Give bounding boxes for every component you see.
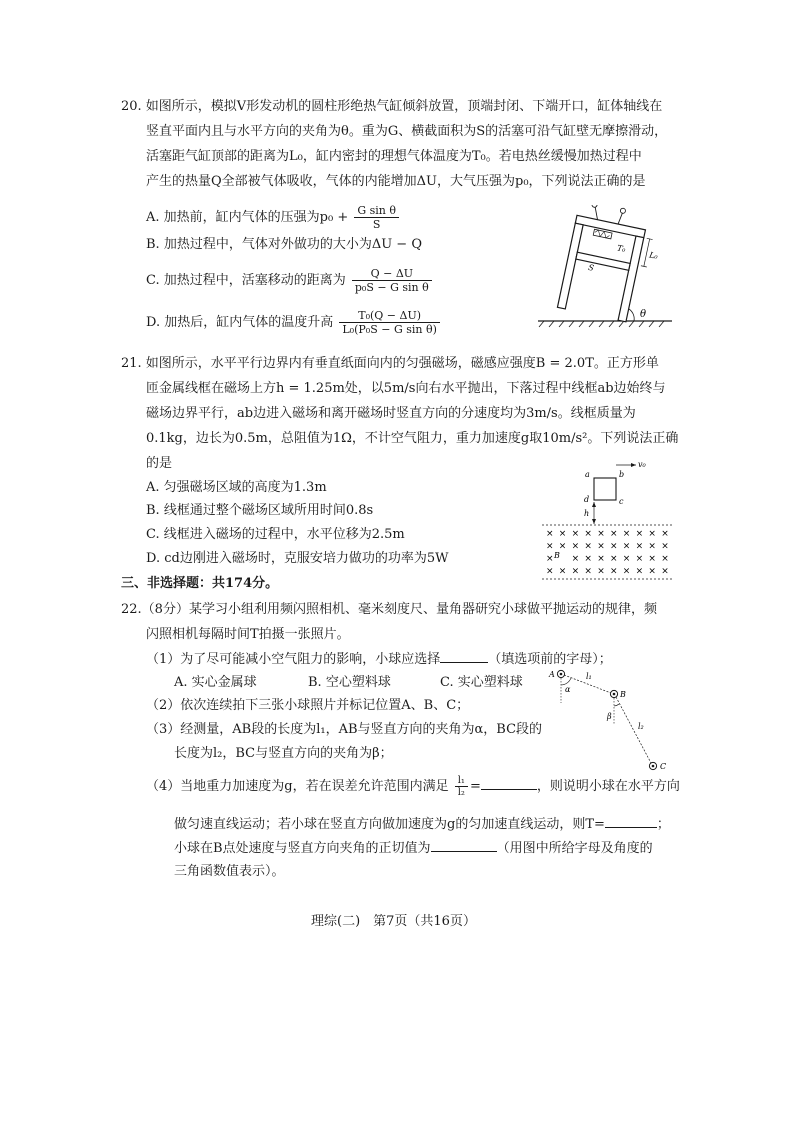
- field-cross-mark: ×: [571, 554, 580, 564]
- field-cross-mark: ×: [661, 566, 669, 577]
- field-cross-mark: ×: [635, 566, 644, 577]
- label-B: B: [620, 690, 626, 699]
- field-cross-mark: ×: [610, 554, 618, 564]
- q22-part-4-line-3: 小球在B点处速度与竖直方向夹角的正切值为 （用图中所给字母及角度的: [174, 841, 653, 856]
- q20-stem-line-1: 20. 如图所示，模拟V形发动机的圆柱形绝热气缸倾斜放置，顶端封闭、下端开口，缸体轴线在: [121, 99, 663, 114]
- q22-stem-line-1: 22.（8分）某学习小组利用频闪照相机、毫米刻度尺、量角器研究小球做平抛运动的规律，频: [121, 602, 657, 617]
- field-cross-mark: ×: [546, 566, 554, 577]
- q21-stem-line-5: 的是: [146, 456, 173, 471]
- field-cross-mark: ×: [622, 554, 631, 564]
- field-cross-mark: ×: [648, 566, 656, 577]
- label-l1: l₁: [586, 672, 592, 681]
- q22-part-2: （2）依次连续拍下三张小球照片并标记位置A、B、C；: [146, 698, 470, 713]
- field-cross-mark: ×: [648, 554, 656, 564]
- field-cross-mark: ×: [597, 566, 605, 577]
- field-cross-mark: ×: [558, 529, 567, 539]
- answer-blank-4[interactable]: [431, 839, 497, 852]
- field-cross-mark: ×: [635, 541, 644, 552]
- q20-stem-line-2: 竖直平面内且与水平方向的夹角为θ。重为G、横截面积为S的活塞可沿气缸壁无摩擦滑动，: [146, 124, 668, 139]
- field-cross-mark: ×: [558, 541, 567, 552]
- q21-option-c: C. 线框进入磁场的过程中，水平位移为2.5m: [146, 527, 405, 542]
- field-cross-mark: ×: [648, 529, 656, 539]
- field-cross-mark: ×: [635, 529, 644, 539]
- q20-option-c-fraction: $\frac{Q - \Delta U}{\text{p₀S − G sin θ}}$: [352, 267, 432, 294]
- label-L0: L₀: [648, 250, 659, 261]
- field-cross-mark: ×: [597, 529, 605, 539]
- segment-BC: [616, 697, 651, 763]
- q21-option-a: A. 匀强磁场区域的高度为1.3m: [146, 480, 327, 495]
- alpha-arc: [561, 678, 571, 685]
- corner-c: c: [619, 497, 624, 506]
- cylinder-left-wall: [557, 223, 583, 309]
- field-cross-mark: ×: [648, 541, 656, 552]
- label-B: B: [554, 551, 560, 560]
- field-cross-mark: ×: [610, 566, 618, 577]
- field-cross-mark: ×: [661, 529, 669, 539]
- q21-option-d: D. cd边刚进入磁场时，克服安培力做功的功率为5W: [146, 551, 449, 566]
- q20-option-a: A. 加热前，缸内气体的压强为p₀ + $\frac{\text{G sin θ}}{S}$: [146, 204, 401, 231]
- theta-arc: [629, 309, 634, 321]
- q21-stem-line-4: 0.1kg，边长为0.5m，总阻值为1Ω，不计空气阻力，重力加速度g取10m/s²。下列说法正确: [146, 431, 679, 446]
- label-beta: β: [607, 712, 612, 721]
- field-cross-mark: ×: [661, 554, 669, 564]
- q22-part-3-line-1: （3）经测量，AB段的长度为l₁，AB与竖直方向的夹角为α，BC段的: [146, 722, 543, 737]
- field-cross-mark: ×: [622, 541, 631, 552]
- field-cross-mark: ×: [610, 541, 618, 552]
- field-cross-mark: ×: [597, 554, 605, 564]
- label-l2: l₂: [638, 722, 644, 731]
- q20-stem-line-3: 活塞距气缸顶部的距离为L₀，缸内密封的理想气体温度为T₀。若电热丝缓慢加热过程中: [146, 149, 642, 164]
- corner-a: a: [585, 470, 590, 479]
- field-cross-mark: ×: [635, 554, 644, 564]
- field-cross-mark: ×: [661, 541, 669, 552]
- field-cross-mark: ×: [546, 541, 554, 552]
- field-cross-mark: ×: [571, 541, 580, 552]
- corner-d: d: [584, 495, 590, 504]
- square-wire-frame: [594, 478, 616, 500]
- q21-stem-line-1: 21. 如图所示，水平平行边界内有垂直纸面向内的匀强磁场，磁感应强度B = 2.0T。正方形单: [121, 356, 659, 371]
- field-cross-mark: ×: [610, 529, 618, 539]
- q22-trajectory-figure: [548, 665, 678, 777]
- field-cross-mark: ×: [571, 529, 580, 539]
- wire-terminal-left: [592, 205, 598, 208]
- field-cross-mark: ×: [584, 529, 592, 539]
- q22-part-3-line-2: 长度为l₂，BC与竖直方向的夹角为β；: [174, 746, 393, 761]
- q20-stem-line-4: 产生的热量Q全部被气体吸收，气体的内能增加ΔU，大气压强为p₀，下列说法正确的是: [146, 174, 646, 189]
- answer-blank-2[interactable]: [481, 777, 537, 790]
- label-A: A: [549, 670, 555, 679]
- field-cross-mark: ×: [558, 566, 567, 577]
- q21-stem-line-3: 磁场边界平行，ab边进入磁场和离开磁场时竖直方向的分速度均为3m/s。线框质量为: [146, 406, 636, 421]
- q20-option-a-fraction: $\frac{\text{G sin θ}}{S}$: [354, 204, 399, 231]
- q22-part-4: （4）当地重力加速度为g，若在误差允许范围内满足 $\frac{\text{l₁}}{\text{l₂}}$ = ，则说明小球在水平方向: [146, 775, 680, 798]
- answer-blank-1[interactable]: [440, 650, 488, 663]
- field-cross-mark: ×: [546, 554, 554, 564]
- section-3-heading: 三、非选择题：共174分。: [121, 576, 279, 591]
- field-cross-mark: ×: [584, 541, 592, 552]
- answer-blank-3[interactable]: [605, 815, 657, 828]
- q22-part-1: （1）为了尽可能减小空气阻力的影响，小球应选择 （填选项前的字母）；: [146, 652, 612, 667]
- field-cross-mark: ×: [584, 554, 592, 564]
- L0-dimension-line: [644, 239, 650, 266]
- piston: [576, 252, 630, 270]
- label-alpha: α: [565, 685, 571, 694]
- ground-hatch: [539, 321, 664, 327]
- q22-choice-c: C. 实心塑料球: [440, 675, 523, 690]
- q21-magnetic-field-figure: [540, 458, 680, 580]
- q22-stem-line-2: 闪照相机每隔时间T拍摄一张照片。: [146, 627, 350, 642]
- q20-option-b: B. 加热过程中，气体对外做功的大小为ΔU − Q: [146, 237, 422, 252]
- q22-part-4-line-4: 三角函数值表示）。: [174, 864, 285, 879]
- field-cross-grid: [546, 529, 669, 577]
- label-T0: T₀: [616, 243, 627, 255]
- page-footer: 理综(二) 第7页（共16页）: [311, 914, 476, 929]
- wire-terminal-right: [620, 208, 626, 214]
- field-cross-mark: ×: [546, 529, 554, 539]
- q20-option-c: C. 加热过程中，活塞移动的距离为 $\frac{Q - \Delta U}{\text{p₀S − G sin θ}}$: [146, 267, 434, 294]
- field-cross-mark: ×: [571, 566, 580, 577]
- field-cross-mark: ×: [622, 529, 631, 539]
- q21-stem-line-2: 匝金属线框在磁场上方h = 1.25m处，以5m/s向右水平抛出，下落过程中线框ab边始终与: [146, 381, 666, 396]
- label-v0: v₀: [638, 460, 646, 469]
- label-C: C: [660, 762, 667, 771]
- q22-choice-a: A. 实心金属球: [174, 675, 257, 690]
- label-h: h: [584, 509, 590, 518]
- q22-choice-b: B. 空心塑料球: [308, 675, 391, 690]
- q20-option-d: D. 加热后，缸内气体的温度升高 $\frac{\text{T₀(Q − ΔU)}}{\text{L₀(P₀S − G sin θ)}}$: [146, 309, 442, 336]
- q20-cylinder-figure: [530, 205, 680, 330]
- label-S: S: [587, 262, 595, 273]
- corner-b: b: [619, 470, 625, 479]
- field-cross-mark: ×: [584, 566, 592, 577]
- field-cross-mark: ×: [622, 566, 631, 577]
- l1-over-l2-fraction: $\frac{\text{l₁}}{\text{l₂}}$: [455, 775, 468, 798]
- field-cross-mark: ×: [597, 541, 605, 552]
- beta-arc: [614, 704, 619, 706]
- q20-option-d-fraction: $\frac{\text{T₀(Q − ΔU)}}{\text{L₀(P₀S − G sin θ)}}$: [339, 309, 440, 336]
- q22-part-4-line-2: 做匀速直线运动；若小球在竖直方向做加速度为g的匀加速直线运动，则T= ；: [174, 817, 670, 832]
- tilted-cylinder: [557, 205, 666, 326]
- label-theta: θ: [640, 309, 647, 320]
- q21-option-b: B. 线框通过整个磁场区域所用时间0.8s: [146, 503, 374, 518]
